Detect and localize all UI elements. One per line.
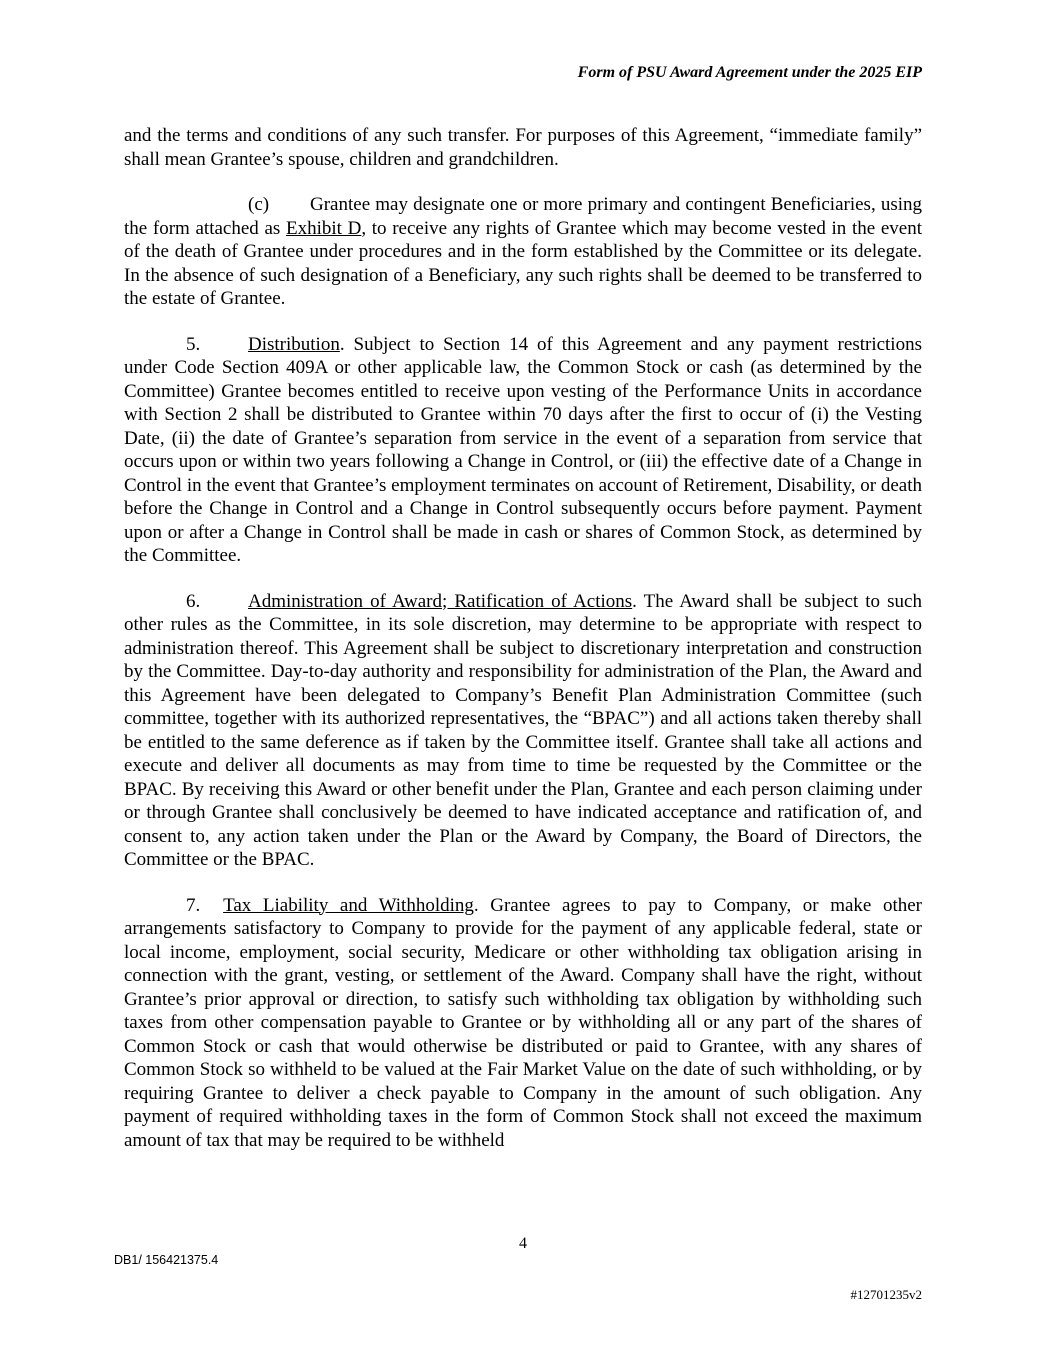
section-5-number: 5. bbox=[186, 333, 201, 355]
paragraph-continuation: and the terms and conditions of any such transfer. For purposes of this Agreement, “immediate family” shall mean Grantee’s spouse, children and grandchildren. bbox=[124, 125, 922, 170]
paragraph-c-text-after: , to receive any rights of Grantee which may become vested in the event of the death of Grantee under procedures and in the form established by the Committee or its delegate. In the absence of such designation of a Beneficiary, any such rights shall be deemed to be transferred to the estate of Grantee. bbox=[124, 217, 923, 309]
document-header-title: Form of PSU Award Agreement under the 2025 EIP bbox=[577, 64, 922, 81]
document-id: DB1/ 156421375.4 bbox=[114, 1253, 219, 1267]
section-5-text: . Subject to Section 14 of this Agreement and any payment restrictions under Code Section 409A or other applicable law, the Common Stock or cash (as determined by the Committee) Grantee becomes entitled to receive upon vesting of the Performance Units in accordance with Section 2 shall be distributed to Grantee within 70 days after the first to occur of (i) the Vesting Date, (ii) the date of Grantee’s separation from service in the event of a separation from service that occurs upon or within two years following a Change in Control, or (iii) the effective date of a Change in Control in the event that Grantee’s employment terminates on account of Retirement, Disability, or death before the Change in Control and a Change in Control subsequently occurs before payment. Payment upon or after a Change in Control shall be made in cash or shares of Common Stock, as determined by the Committee. bbox=[124, 333, 922, 566]
page-number: 4 bbox=[519, 1235, 527, 1252]
section-7-text: . Grantee agrees to pay to Company, or make other arrangements satisfactory to Company to provide for the payment of any applicable federal, state or local income, employment, social security, Medicare or other withholding tax obligation arising in connection with the grant, vesting, or settlement of the Award. Company shall have the right, without Grantee’s prior approval or direction, to satisfy such withholding tax obligation by withholding such taxes from other compensation payable to Grantee or by withholding all or any part of the shares of Common Stock or cash that would otherwise be distributed or paid to Grantee, with any shares of Common Stock so withheld to be valued at the Fair Market Value on the date of such withholding, or by requiring Grantee to deliver a check payable to Company in the amount of such obligation. Any payment of required withholding taxes in the form of Common Stock shall not exceed the maximum amount of tax that may be required to be withheld bbox=[124, 894, 922, 1151]
exhibit-d-reference: Exhibit D bbox=[285, 217, 362, 239]
paragraph-c bbox=[124, 193, 922, 311]
section-6-heading: Administration of Award; Ratification of Actions bbox=[248, 590, 633, 612]
section-7-heading: Tax Liability and Withholding bbox=[223, 894, 474, 916]
section-6-administration bbox=[124, 590, 922, 872]
document-version: #12701235v2 bbox=[850, 1287, 922, 1302]
section-7-number: 7. bbox=[186, 894, 201, 916]
section-6-text: . The Award shall be subject to such other rules as the Committee, in its sole discretion, may determine to be appropriate with respect to administration thereof. This Agreement shall be subject to discretionary interpretation and construction by the Committee. Day-to-day authority and responsibility for administration of the Plan, the Award and this Agreement have been delegated to Company’s Benefit Plan Administration Committee (such committee, together with its authorized representatives, the “BPAC”) and all actions taken thereby shall be entitled to the same deference as if taken by the Committee itself. Grantee shall take all actions and execute and deliver all documents as may from time to time be requested by the Committee or the BPAC. By receiving this Award or other benefit under the Plan, Grantee and each person claiming under or through Grantee shall conclusively be deemed to have indicated acceptance and ratification of, and consent to, any action taken under the Plan or the Award by Company, the Board of Directors, the Committee or the BPAC. bbox=[124, 590, 922, 870]
section-5-heading: Distribution bbox=[248, 333, 340, 355]
paragraph-c-label: (c) bbox=[248, 194, 270, 215]
document-body bbox=[124, 124, 922, 1152]
paragraph-c-text-before: Grantee may designate one or more primary and contingent Beneficiaries, using the form attached as bbox=[124, 194, 922, 239]
section-7-tax-liability bbox=[124, 894, 922, 1153]
section-5-distribution bbox=[124, 333, 922, 568]
section-6-number: 6. bbox=[186, 590, 201, 612]
